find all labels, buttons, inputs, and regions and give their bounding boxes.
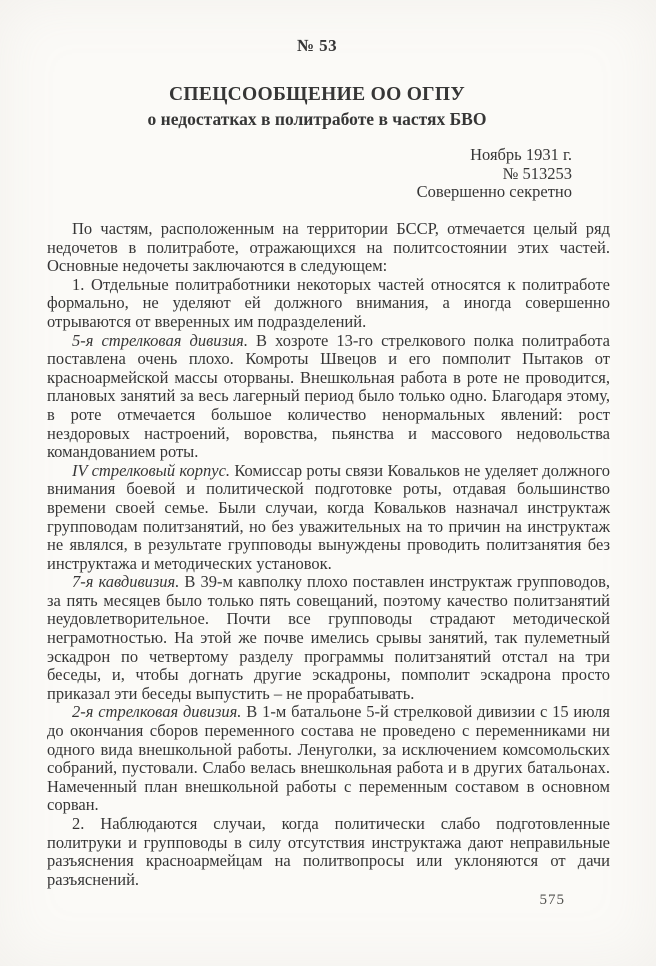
paragraph [47,220,610,276]
document-date: Ноябрь 1931 г. [470,145,572,164]
paragraph-text: В хозроте 13-го стрелкового полка политработа поставлена очень плохо. Комроты Швецов и его помполит Пытаков от красноармейской массы оторваны. Внешкольная работа в роте не проводится, плановых занятий за весь лагерный период было только одно. Благодаря этому, в роте отмечается большое количество ненормальных явлений: рост нездоровых настроений, воровства, пьянства и массового недовольства командованием роты. [47,330,610,462]
paragraph [47,703,610,815]
paragraph [47,462,610,574]
paragraph-text: В 1-м батальоне 5-й стрелковой дивизии с 15 июля до окончания сборов переменного состава не проведено с переменниками ни одного вида внешкольной работы. Ленуголки, за исключением комсомольских собраний, пустовали. Слабо велась внешкольная работа и в других батальонах. Намеченный план внешкольной работы с переменным составом в основном сорван. [47,702,610,815]
document-body [47,220,610,889]
paragraph-text: В 39-м кавполку плохо поставлен инструктаж групповодов, за пять месяцев было только пять совещаний, поэтому качество политзанятий неудовлетворительное. Почти все групповоды страдают методической неграмотностью. На этой же почве имелись срывы занятий, так пулеметный эскадрон по четвертому разделу программы политзанятий отстал на три беседы, и, чтобы догнать другие эскадроны, помполит эскадрона просто приказал эти беседы выпустить – не прорабатывать. [47,572,610,703]
page-number: 575 [539,892,565,908]
document-subtitle: о недостатках в политработе в частях БВО [147,109,487,129]
division-name: IV стрелковый корпус. [72,460,231,480]
paragraph [47,573,610,703]
paragraph-text: Комиссар роты связи Ковальков не уделяет должного внимания боевой и политической подготовке роты, отдавая большинство времени своей семье. Были случаи, когда Ковальков назначал инструктаж групповодам политзанятий, но без уважительных на то причин на инструктаж не являлся, в результате групповоды вынуждены проводить политзанятия без инструктажа и методических установок. [47,460,610,573]
paragraph [47,276,610,332]
classification-label: Совершенно секретно [416,182,572,201]
collection-number: № 53 [296,36,338,55]
paragraph-text: 1. Отдельные политработники некоторых частей относятся к политработе формально, не уделяют ей должного внимания, а иногда совершенно отрываются от вверенных им подразделений. [47,274,610,331]
division-name: 5-я стрелковая дивизия. [72,330,248,350]
paragraph [47,332,610,462]
document-meta [417,146,572,202]
paragraph [47,815,610,889]
document-ref-number: № 513253 [502,163,572,183]
paragraph-text: 2. Наблюдаются случаи, когда политически слабо подготовленные политруки и групповоды в силу отсутствия инструктажа дают неправильные разъяснения красноармейцам на политвопросы или уклоняются от дачи разъяснений. [47,814,610,889]
document-title: СПЕЦСООБЩЕНИЕ ОО ОГПУ [169,84,465,105]
division-name: 7-я кавдивизия. [72,572,180,592]
paragraph-text: По частям, расположенным на территории БССР, отмечается целый ряд недочетов в политработе, отражающихся на политсостоянии этих частей. Основные недочеты заключаются в следующем: [47,219,610,276]
division-name: 2-я стрелковая дивизия. [72,702,242,722]
